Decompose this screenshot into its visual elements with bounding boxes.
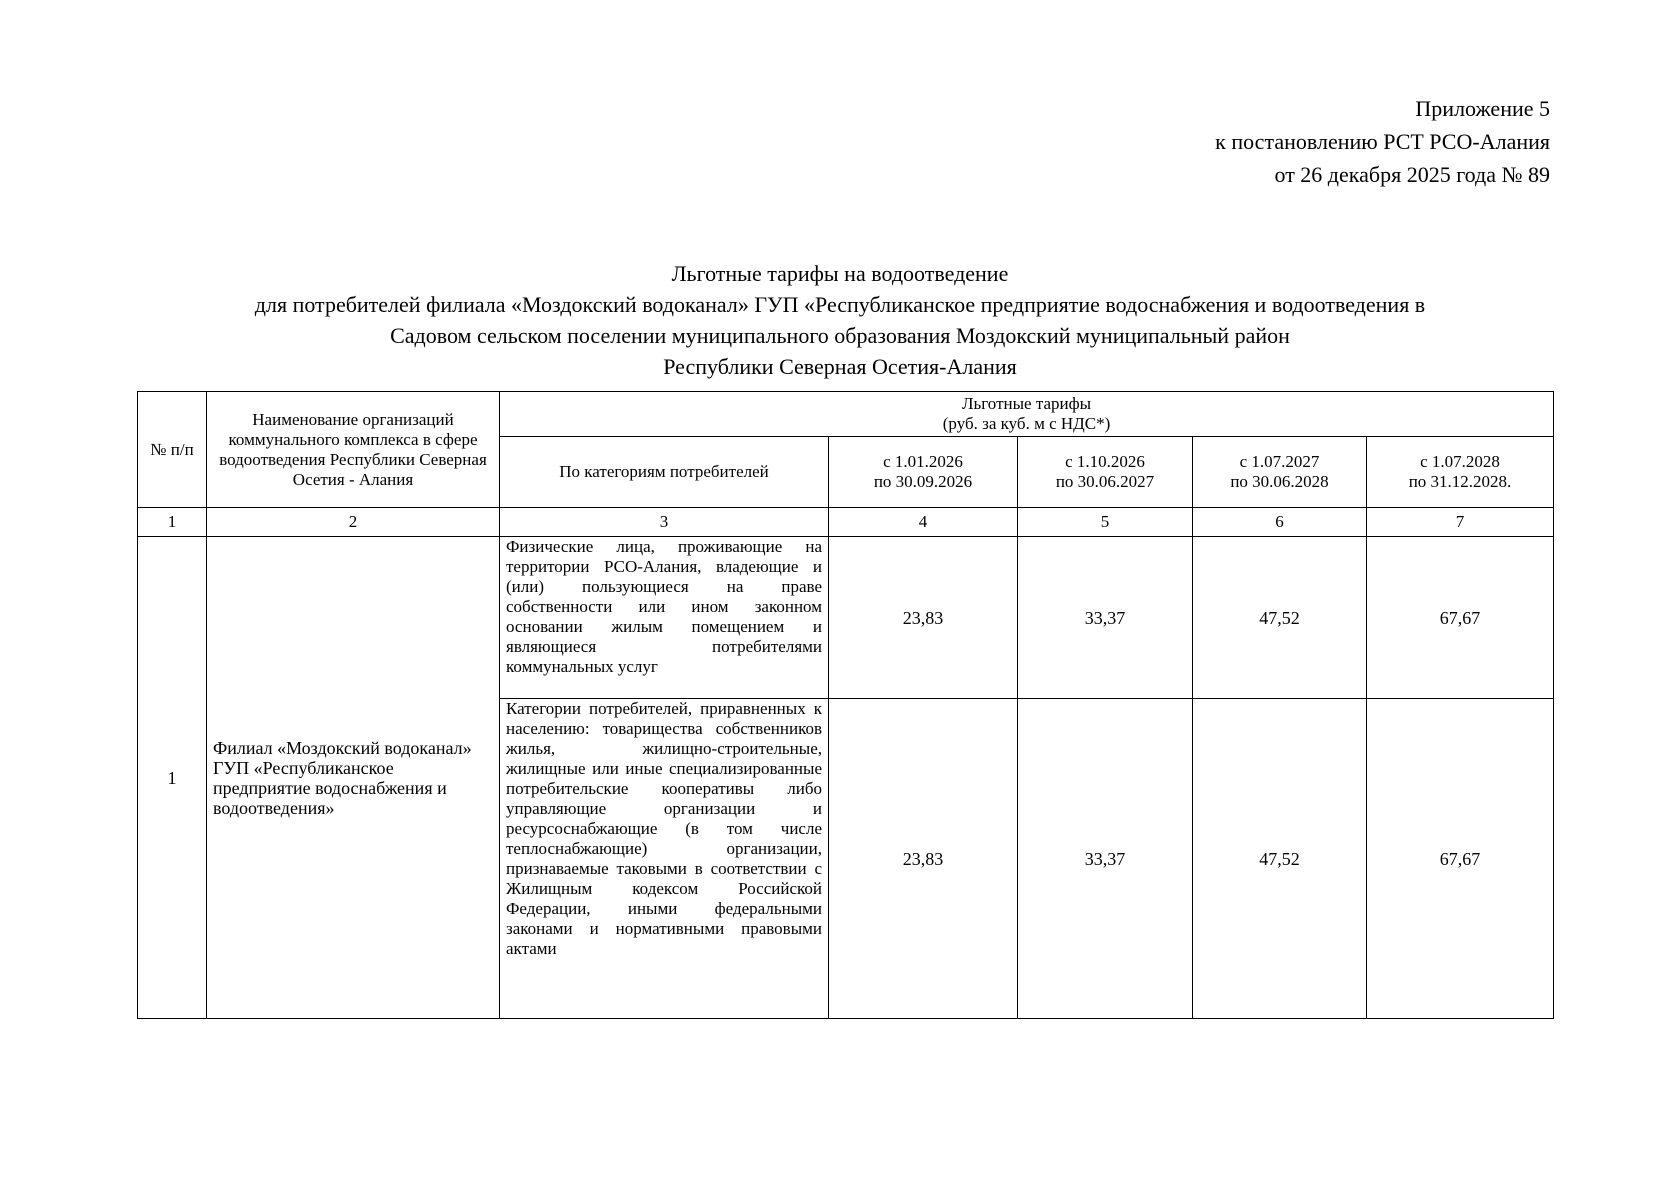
header-tariffs (500, 392, 1554, 437)
header-tariffs-unit: (руб. за куб. м с НДС*) (942, 414, 1111, 433)
header-period-2 (1018, 437, 1193, 508)
period-1-from: с 1.01.2026 (883, 452, 963, 471)
col-number: 2 (207, 508, 500, 537)
header-num: № п/п (138, 392, 207, 508)
title-line-4: Республики Северная Осетия-Алания (663, 354, 1017, 379)
header-org: Наименование организаций коммунального комплекса в сфере водоотведения Республики Северная Осетия - Алания (207, 392, 500, 508)
appendix-resolution: к постановлению РСТ РСО-Алания (1215, 129, 1550, 154)
header-tariffs-title: Льготные тарифы (961, 394, 1092, 413)
col-number: 4 (829, 508, 1018, 537)
org-name-company: ГУП «Республиканское предприятие водоснабжения и водоотведения» (213, 757, 447, 818)
tariff-value: 67,67 (1367, 699, 1554, 1019)
period-1-to: по 30.09.2026 (873, 472, 973, 491)
title-line-1: Льготные тарифы на водоотведение (671, 261, 1009, 286)
period-3-from: с 1.07.2027 (1239, 452, 1320, 471)
appendix-date: от 26 декабря 2025 года № 89 (1274, 162, 1550, 187)
table-row (138, 537, 1554, 699)
category-individuals (500, 537, 829, 699)
col-number: 5 (1018, 508, 1193, 537)
tariff-value: 23,83 (829, 537, 1018, 699)
tariff-value: 23,83 (829, 699, 1018, 1019)
org-name (207, 537, 500, 1019)
tariffs-table (137, 391, 1554, 1019)
category-equivalent (500, 699, 829, 1019)
period-3-to: по 30.06.2028 (1230, 472, 1329, 491)
period-4-to: по 31.12.2028. (1408, 472, 1512, 491)
header-period-3 (1193, 437, 1367, 508)
col-number: 3 (500, 508, 829, 537)
tariff-value: 47,52 (1193, 537, 1367, 699)
title-line-2: для потребителей филиала «Моздокский водоканал» ГУП «Республиканское предприятие водоснабжения и водоотведения в (254, 292, 1426, 317)
tariff-value: 33,37 (1018, 699, 1193, 1019)
category-text: Физические лица, проживающие на территории РСО-Алания, владеющие и (или) пользующиеся на праве собственности или ином законном основании жилым помещением и являющиеся потребителями коммунальных услуг (506, 537, 822, 676)
tariff-value: 47,52 (1193, 699, 1367, 1019)
header-category: По категориям потребителей (500, 437, 829, 508)
category-text: Категории потребителей, приравненных к населению: товарищества собственников жилья, жилищно-строительные, жилищные или иные специализированные потребительские кооперативы либо управляющие организации и ресурсоснабжающие (в том числе теплоснабжающие) организации, признаваемые таковыми в соответствии с Жилищным кодексом Российской Федерации, иными федеральными законами и нормативными правовыми актами (506, 699, 822, 958)
appendix-number: Приложение 5 (1415, 96, 1550, 121)
col-number: 7 (1367, 508, 1554, 537)
row-index: 1 (138, 537, 207, 1019)
org-name-branch: Филиал «Моздокский водоканал» (213, 737, 472, 758)
period-2-to: по 30.06.2027 (1055, 472, 1155, 491)
appendix-header (1215, 92, 1550, 191)
header-period-1 (829, 437, 1018, 508)
col-number: 6 (1193, 508, 1367, 537)
title-line-3: Садовом сельском поселении муниципального образования Моздокский муниципальный район (390, 323, 1290, 348)
period-4-from: с 1.07.2028 (1420, 452, 1500, 471)
tariff-value: 67,67 (1367, 537, 1554, 699)
period-2-from: с 1.10.2026 (1065, 452, 1145, 471)
col-number: 1 (138, 508, 207, 537)
document-title (140, 258, 1540, 382)
header-period-4 (1367, 437, 1554, 508)
tariff-value: 33,37 (1018, 537, 1193, 699)
